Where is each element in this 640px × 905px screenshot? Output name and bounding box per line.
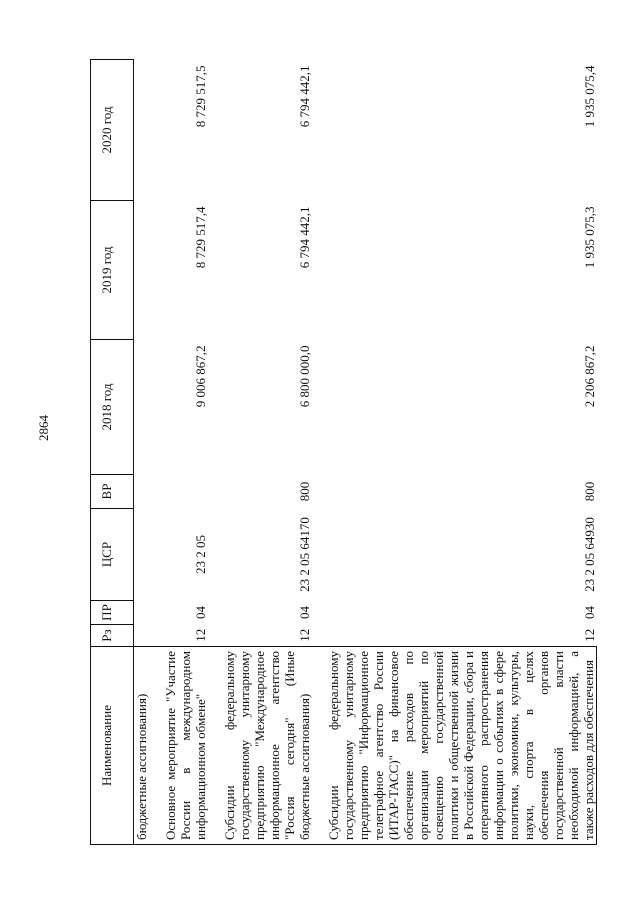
row-2018: 6 800 000,0 (297, 345, 312, 408)
row-csr: 23 2 05 64930 (581, 517, 597, 592)
row-2019: 1 935 075,3 (581, 206, 597, 269)
table-header-row (91, 60, 134, 845)
budget-table (90, 59, 597, 845)
continuation-text: бюджетные ассигнования) (134, 647, 150, 845)
row-vr: 800 (297, 481, 312, 502)
table-row (163, 60, 208, 845)
row-vr: 800 (581, 481, 597, 502)
row-2020: 6 794 442,1 (297, 65, 312, 128)
row-rz: 12 (193, 628, 208, 642)
row-vr (163, 475, 208, 509)
header-2020: 2020 год (91, 60, 134, 201)
row-2018: 2 206 867,2 (581, 345, 597, 408)
header-pr: ПР (91, 601, 134, 625)
row-2019: 8 729 517,4 (193, 206, 208, 269)
row-2018: 9 006 867,2 (193, 345, 208, 408)
row-csr: 23 2 05 64170 (297, 517, 312, 592)
header-rz: Рз (91, 625, 134, 647)
row-name: Основное мероприятие "Участие России в международном информационном обмене" (163, 647, 208, 845)
row-2019: 6 794 442,1 (297, 206, 312, 269)
table-row-continuation (134, 60, 150, 845)
row-pr: 04 (581, 606, 597, 619)
row-pr: 04 (297, 606, 312, 619)
rotated-page-content (90, 60, 615, 845)
row-name: Субсидии федеральному государственному унитарному предприятию "Международное информационное агентство "Россия сегодня" (Иные бюджетные ассигнования) (222, 647, 312, 845)
header-vr: ВР (91, 475, 134, 509)
table-row (326, 60, 597, 845)
row-pr: 04 (193, 606, 208, 619)
header-2018: 2018 год (91, 340, 134, 475)
row-name: Субсидии федеральному государственному унитарному предприятию "Информационное телеграфное агентство России (ИТАР-ТАСС)" на финансовое обеспечение расходов по организации мероприятий по освещению государственной политики и общественной жизни в Российской Федерации, сбора и оперативного распространения информации о событиях в сфере политики, экономики, культуры, науки, спорта в целях обеспечения органов государственной власти необходимой информацией, а также расходов для обеспечения (326, 647, 597, 845)
header-2019: 2019 год (91, 201, 134, 340)
page-number: 2864 (36, 415, 51, 441)
row-csr: 23 2 05 (193, 535, 208, 574)
row-2020: 8 729 517,5 (193, 65, 208, 128)
table-row (222, 60, 312, 845)
header-name: Наименование (91, 647, 134, 845)
row-rz: 12 (297, 628, 312, 642)
header-csr: ЦСР (91, 509, 134, 601)
row-rz: 12 (581, 628, 597, 642)
row-2020: 1 935 075,4 (581, 65, 597, 128)
